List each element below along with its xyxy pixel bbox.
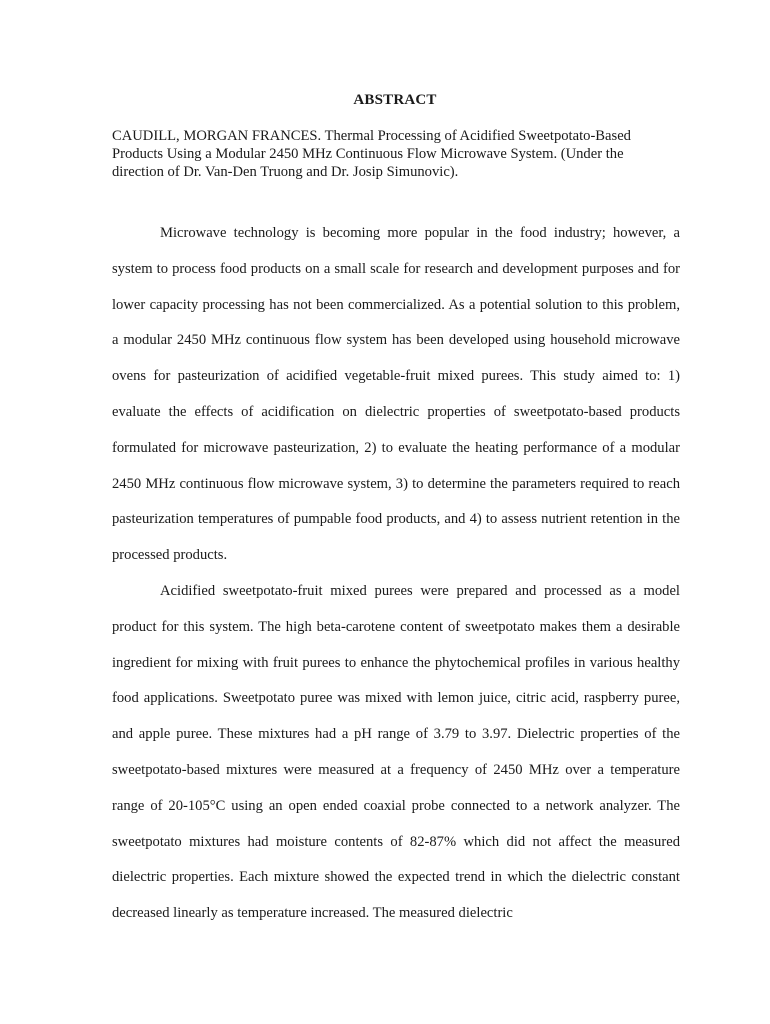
abstract-heading: ABSTRACT [353,92,437,108]
abstract-body [112,216,680,932]
paragraph-1: Microwave technology is becoming more popular in the food industry; however, a system to process food products on a small scale for research and development purposes and for lower capacity processing has not been commercialized. As a potential solution to this problem, a modular 2450 MHz continuous flow system has been developed using household microwave ovens for pasteurization of acidified vegetable-fruit mixed purees. This study aimed to: 1) evaluate the effects of acidification on dielectric properties of sweetpotato-based products formulated for microwave pasteurization, 2) to evaluate the heating performance of a modular 2450 MHz continuous flow microwave system, 3) to determine the parameters required to reach pasteurization temperatures of pumpable food products, and 4) to assess nutrient retention in the processed products. [112,225,680,564]
paragraph-2: Acidified sweetpotato-fruit mixed purees were prepared and processed as a model product for this system. The high beta-carotene content of sweetpotato makes them a desirable ingredient for mixing with fruit purees to enhance the phytochemical profiles in various healthy food applications. Sweetpotato puree was mixed with lemon juice, citric acid, raspberry puree, and apple puree. These mixtures had a pH range of 3.79 to 3.97. Dielectric properties of the sweetpotato-based mixtures were measured at a frequency of 2450 MHz over a temperature range of 20-105°C using an open ended coaxial probe connected to a network analyzer. The sweetpotato mixtures had moisture contents of 82-87% which did not affect the measured dielectric properties. Each mixture showed the expected trend in which the dielectric constant decreased linearly as temperature increased. The measured dielectric [112,582,680,922]
citation: CAUDILL, MORGAN FRANCES. Thermal Processing of Acidified Sweetpotato-Based Products Using a Modular 2450 MHz Continuous Flow Microwave System. (Under the direction of Dr. Van-Den Truong and Dr. Josip Simunovic). [112,128,631,180]
